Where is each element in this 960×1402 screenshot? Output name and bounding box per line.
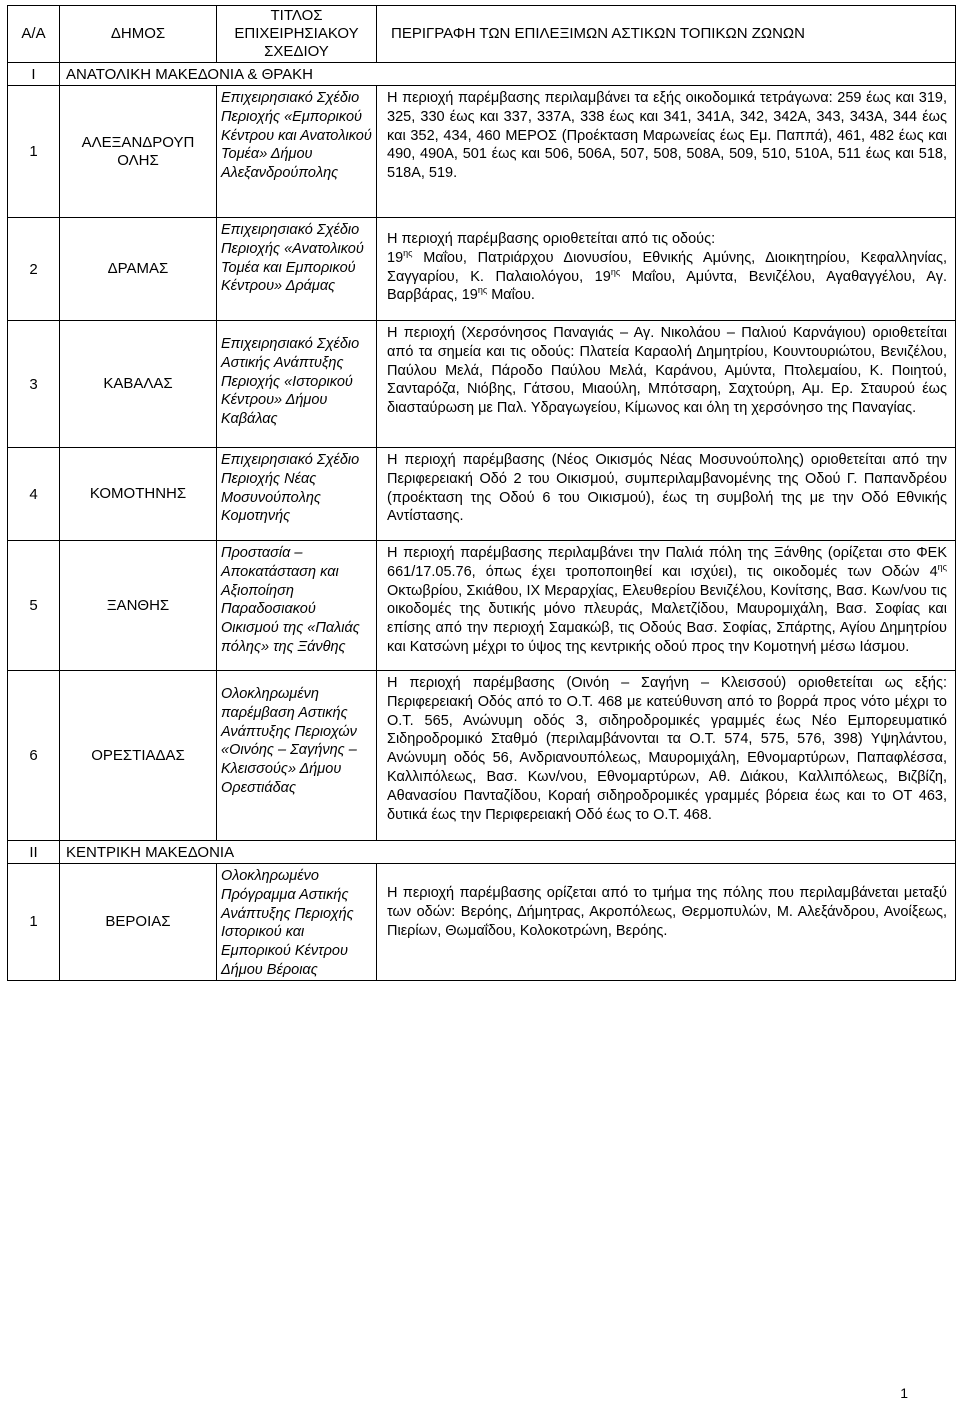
ordinal-suffix: ης	[610, 266, 621, 277]
header-municipality: ΔΗΜΟΣ	[60, 6, 217, 63]
ordinal-suffix: ης	[403, 247, 413, 258]
row-description: Η περιοχή παρέμβασης (Οινόη – Σαγήνη – Κλεισσού) οριοθετείται ως εξής: Περιφερειακή Οδός από το Ο.Τ. 468 με κατεύθυνση από το βορρά προς νότο μέχρι το Ο.Τ. 565, Ανώνυμη οδός 3, σιδηροδρομικές γραμμές έως Νέο Εμπορευματικό Σιδηροδρομικό Σταθμό (περιλαμβάνονται τα Ο.Τ. 574, 575, 576, 398) Υψηλάντου, Ανώνυμη οδός 56, Ανδριανουπόλεως, Μαυρομιχάλη, Εθνομαρτύρων, Παπαφλέσσα, Καλλιπόλεως, Βασ. Κων/νου, Εθνομαρτύρων, Αθ. Διάκου, Καλλιπόλεως, Βιζβίζη, Αθανασίου Πανταζίδου, Κοραή σιδηροδρομικές γραμμές βόρεια έως και το ΟΤ 463, δυτικά έως την Περιφερειακή Οδό έως το Ο.Τ. 468.	[377, 671, 956, 841]
region-row	[8, 841, 956, 864]
row-number: 1	[8, 864, 60, 981]
row-municipality: ΚΑΒΑΛΑΣ	[60, 321, 217, 448]
row-plan-title: Επιχειρησιακό Σχέδιο Περιοχής «Εμπορικού Κέντρου και Ανατολικού Τομέα» Δήμου Αλεξανδρούπολης	[217, 86, 377, 218]
row-plan-title: Ολοκληρωμένη παρέμβαση Αστικής Ανάπτυξης Περιοχών «Οινόης – Σαγήνης – Κλεισσούς» Δήμου Ορεστιάδας	[217, 671, 377, 841]
header-description: ΠΕΡΙΓΡΑΦΗ ΤΩΝ ΕΠΙΛΕΞΙΜΩΝ ΑΣΤΙΚΩΝ ΤΟΠΙΚΩΝ ΖΩΝΩΝ	[377, 6, 956, 63]
ordinal-suffix: ης	[477, 285, 488, 296]
row-plan-title: Ολοκληρωμένο Πρόγραμμα Αστικής Ανάπτυξης Περιοχής Ιστορικού και Εμπορικού Κέντρου Δήμου Βέροιας	[217, 864, 377, 981]
header-title	[217, 6, 377, 63]
row-number: 3	[8, 321, 60, 448]
table-row	[8, 321, 956, 448]
header-row	[8, 6, 956, 63]
region-name: ΚΕΝΤΡΙΚΗ ΜΑΚΕΔΟΝΙΑ	[60, 841, 956, 864]
header-title-line: ΤΙΤΛΟΣ	[270, 7, 323, 24]
header-aa: Α/Α	[8, 6, 60, 63]
header-title-line: ΕΠΙΧΕΙΡΗΣΙΑΚΟΥ	[234, 25, 359, 42]
row-municipality: ΔΡΑΜΑΣ	[60, 218, 217, 321]
row-plan-title: Προστασία – Αποκατάσταση και Αξιοποίηση Παραδοσιακού Οικισμού της «Παλιάς πόλης» της Ξάνθης	[217, 541, 377, 671]
region-number: Ι	[8, 63, 60, 86]
table-row	[8, 541, 956, 671]
zones-table	[7, 5, 956, 981]
region-number: ΙΙ	[8, 841, 60, 864]
region-row	[8, 63, 956, 86]
table-row	[8, 218, 956, 321]
table-row	[8, 864, 956, 981]
row-municipality: ΚΟΜΟΤΗΝΗΣ	[60, 448, 217, 541]
row-number: 4	[8, 448, 60, 541]
row-description: Η περιοχή παρέμβασης ορίζεται από το τμήμα της πόλης που περιλαμβάνεται μεταξύ των οδών: Βερόης, Δήμητρας, Ακροπόλεως, Θερμοπυλών, Μ. Αλεξάνδρου, Ανοίξεως, Πιερίων, Θωμαΐδου, Κολοκοτρώνη, Βερόης.	[377, 864, 956, 981]
row-municipality: ΟΡΕΣΤΙΑΔΑΣ	[60, 671, 217, 841]
row-description: Η περιοχή παρέμβασης περιλαμβάνει τα εξής οικοδομικά τετράγωνα: 259 έως και 319, 325, 330 έως και 337, 337Α, 338 έως και 341, 341Α, 342, 342Α, 343, 343Α, 344 έως και 352, 434, 460 ΜΕΡΟΣ (Προέκταση Μαρωνείας έως Εμ. Παππά), 461, 482 έως και 490, 490Α, 501 έως και 506, 506Α, 507, 508, 508Α, 509, 510, 510Α, 511 έως και 518, 518Α, 519.	[377, 86, 956, 218]
description-text: Μαΐου.	[487, 287, 535, 304]
region-name: ΑΝΑΤΟΛΙΚΗ ΜΑΚΕΔΟΝΙΑ & ΘΡΑΚΗ	[60, 63, 956, 86]
table-row	[8, 671, 956, 841]
row-description: Η περιοχή παρέμβασης (Νέος Οικισμός Νέας Μοσυνούπολης) οριοθετείται από την Περιφερειακή Οδό 2 του Οικισμού, συμπεριλαμβανομένης της Οδού Γ. Παπανδρέου (προέκταση της Οδού 6 του Οικισμού), έως τη συμβολή της με την Οδό Εθνικής Αντίστασης.	[377, 448, 956, 541]
row-number: 5	[8, 541, 60, 671]
description-text: Μαΐου, Πατριάρχου Διονυσίου, Εθνικής Αμύνης, Διοικητηρίου, Κεφαλληνίας, Σαγγαρίου, Κ. Παλαιολόγου, 19	[387, 249, 947, 285]
ordinal-suffix: ης	[937, 561, 947, 572]
page-number: 1	[900, 1385, 908, 1401]
table-row	[8, 448, 956, 541]
row-number: 1	[8, 86, 60, 218]
header-title-line: ΣΧΕΔΙΟΥ	[264, 43, 329, 60]
row-description	[377, 541, 956, 671]
row-description: Η περιοχή (Χερσόνησος Παναγιάς – Αγ. Νικολάου – Παλιού Καρνάγιου) οριοθετείται από τα σημεία και τις οδούς: Πλατεία Καραολή Δημητρίου, Κουντουριώτου, Βενιζέλου, Παύλου Μελά, Πάροδο Παύλου Μελά, Καράνου, Αμύντα, Πτολεμαίου, Κ. Ποιητού, Σανταρόζα, Νιόβης, Γάτσου, Μιαούλη, Μπότσαρη, Σαχτούρη, Αμ. Ερ. Σταυρού έως διασταύρωση με Παλ. Υδραγωγείου, Κίμωνος και όλη τη χερσόνησο της Παναγίας.	[377, 321, 956, 448]
row-municipality: ΑΛΕΞΑΝΔΡΟΥΠ ΟΛΗΣ	[60, 86, 217, 218]
row-number: 2	[8, 218, 60, 321]
row-municipality: ΞΑΝΘΗΣ	[60, 541, 217, 671]
row-plan-title: Επιχειρησιακό Σχέδιο Αστικής Ανάπτυξης Περιοχής «Ιστορικού Κέντρου» Δήμου Καβάλας	[217, 321, 377, 448]
row-number: 6	[8, 671, 60, 841]
row-plan-title: Επιχειρησιακό Σχέδιο Περιοχής «Ανατολικού Τομέα και Εμπορικού Κέντρου» Δράμας	[217, 218, 377, 321]
description-text: Μαΐου, Αμύντα, Βενιζέλου, Αγαθαγγέλου, Αγ. Βαρβάρας, 19	[387, 268, 947, 304]
description-text: Η περιοχή παρέμβασης περιλαμβάνει την Παλιά πόλη της Ξάνθης (ορίζεται στο ΦΕΚ 661/17.05.76, όπως έχει τροποποιηθεί και ισχύει), τις οικοδομές των Οδών 4	[387, 545, 947, 580]
row-municipality: ΒΕΡΟΙΑΣ	[60, 864, 217, 981]
description-text: 19	[387, 249, 404, 266]
description-intro: Η περιοχή παρέμβασης οριοθετείται από τις οδούς:	[387, 231, 716, 247]
row-plan-title: Επιχειρησιακό Σχέδιο Περιοχής Νέας Μοσυνούπολης Κομοτηνής	[217, 448, 377, 541]
table-row	[8, 86, 956, 218]
description-text: Οκτωβρίου, Σκιάθου, ΙΧ Μεραρχίας, Ελευθερίου Βενιζέλου, Κονίτσης, Βασ. Κων/νου τις οικοδομές της δυτικής μόνο πλευράς, Μαλετζίδου, Μαυρομιχάλη, Βασ. Σοφίας και επίσης από την περιοχή Σαμακώβ, τις Οδούς Βασ. Σοφίας, Σπάρτης, Αγίου Δημητρίου και Κατσώνη μέχρι το ύψος της κεντρικής οδού προς την Κομοτηνή μέσω Ιάσμου.	[387, 582, 947, 655]
row-description	[377, 218, 956, 321]
